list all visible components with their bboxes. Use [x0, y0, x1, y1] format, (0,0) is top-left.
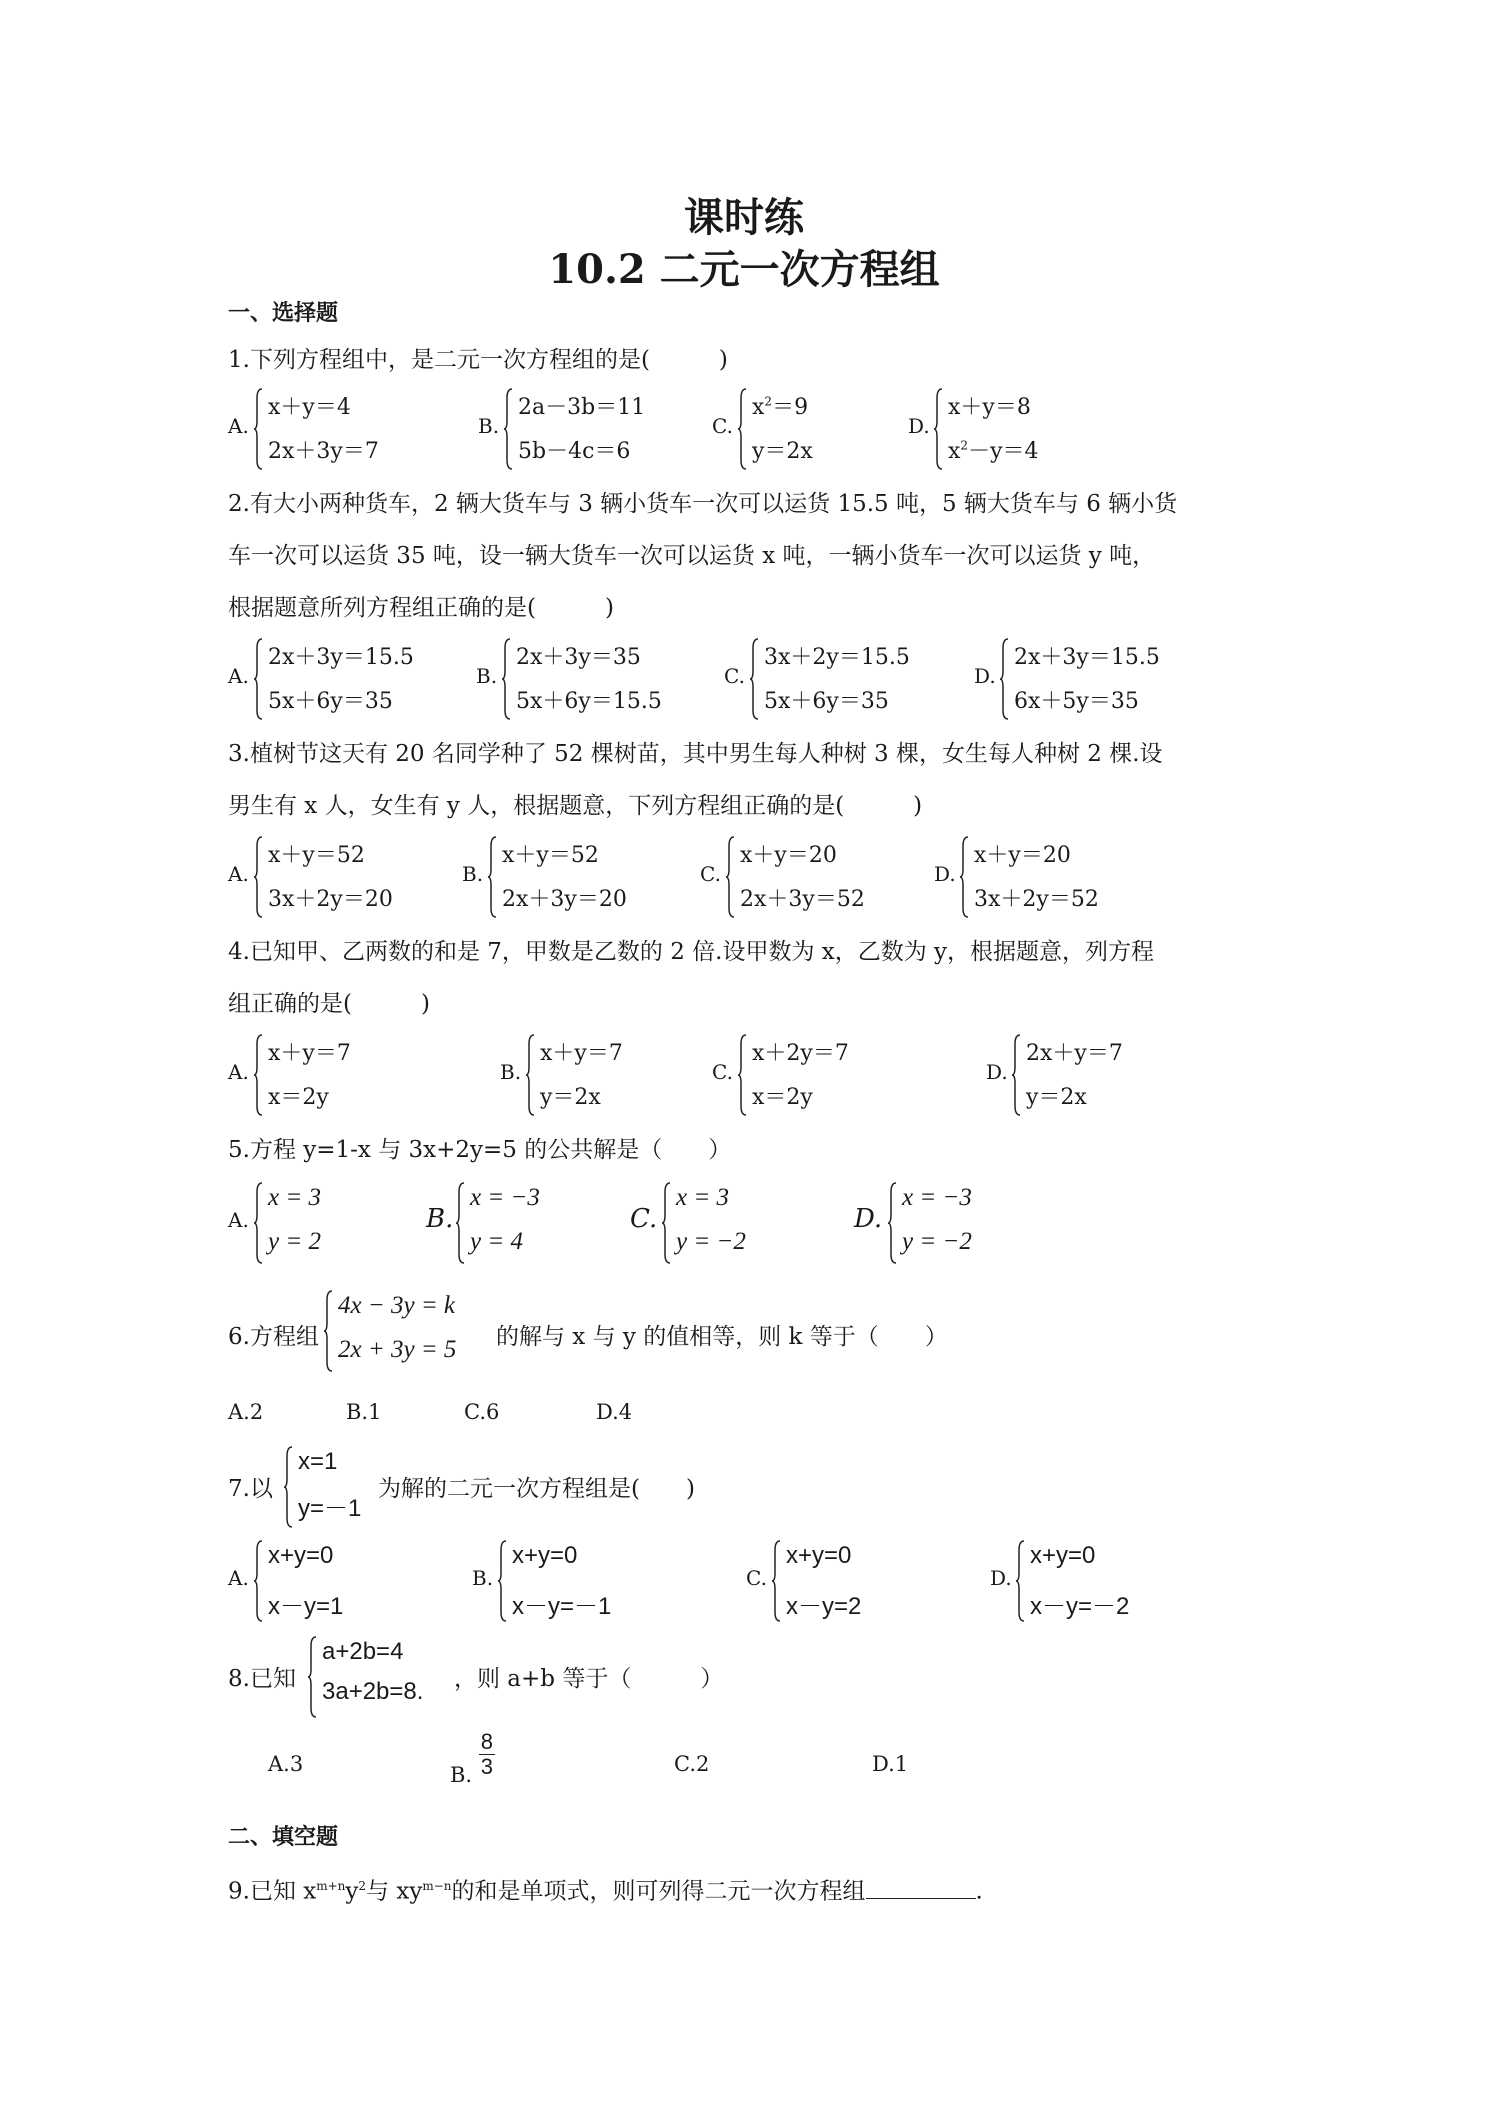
equation-2: 5b－4c＝6 — [518, 439, 631, 464]
option-label: B. — [472, 1566, 494, 1590]
equation-1: x=1 — [298, 1448, 338, 1475]
equation-1: x＋y＝52 — [268, 843, 365, 868]
question-3-options — [0, 834, 1488, 924]
equation-1: 2x＋3y＝35 — [516, 645, 641, 670]
question-7-text: 7.以 x=1 y=－1 为解的二元一次方程组是( ) — [228, 1444, 1268, 1530]
brace-icon — [1000, 638, 1009, 720]
equation-2: x＝2y — [268, 1085, 329, 1110]
brace-icon — [662, 1182, 671, 1264]
brace-icon — [772, 1540, 781, 1622]
equation-2: y = 4 — [470, 1228, 523, 1255]
option-label: C. — [700, 862, 721, 886]
option-label: C. — [630, 1204, 658, 1234]
option-label: A. — [228, 664, 249, 688]
option-label: D. — [990, 1566, 1012, 1590]
equation-2: x－y=－2 — [1030, 1593, 1130, 1620]
question-4-text: 4.已知甲、乙两数的和是 7，甲数是乙数的 2 倍.设甲数为 x，乙数为 y，根据题意，列方程 组正确的是( ) — [228, 939, 1155, 1017]
equation-2: 3x＋2y＝52 — [974, 887, 1099, 912]
question-2-options — [0, 636, 1488, 726]
equation-1: 2a－3b＝11 — [518, 395, 646, 420]
option-label: D. — [854, 1204, 883, 1234]
equation-1: a+2b=4 — [322, 1638, 404, 1665]
equation-2: y＝2x — [752, 439, 813, 464]
equation-2: y = −2 — [902, 1228, 972, 1255]
option-label: C. — [724, 664, 745, 688]
section-choice-heading: 一、选择题 — [228, 300, 339, 326]
question-8-text: 8.已知 a+2b=4 3a+2b=8. ，则 a+b 等于（ ） — [228, 1634, 1268, 1720]
option-label: A. — [228, 1566, 249, 1590]
option-label: B. — [478, 414, 500, 438]
brace-icon — [526, 1034, 535, 1116]
brace-icon — [504, 388, 513, 470]
equation-2: y＝2x — [1026, 1085, 1087, 1110]
equation-2: 5x＋6y＝35 — [268, 689, 393, 714]
equation-2: y=－1 — [298, 1495, 362, 1522]
equation-1: 2x＋y＝7 — [1026, 1041, 1123, 1066]
equation-1: x+y=0 — [786, 1542, 852, 1569]
option-label: B. — [500, 1060, 522, 1084]
fraction: $\frac{8}{3}$ — [480, 1729, 494, 1779]
equation-1: x＋y＝20 — [740, 843, 837, 868]
equation-2: $x^2-y=4$ — [948, 438, 1039, 464]
equation-2: 2x＋3y＝20 — [502, 887, 627, 912]
equation-1: x = 3 — [268, 1184, 321, 1211]
option-a[interactable]: A.2 — [228, 1400, 264, 1424]
equation-2: y = −2 — [676, 1228, 746, 1255]
option-c[interactable]: C.6 — [464, 1400, 500, 1424]
equation-1: x＋y＝52 — [502, 843, 599, 868]
equation-1: x＋y＝7 — [268, 1041, 351, 1066]
brace-icon — [324, 1290, 333, 1372]
brace-icon — [960, 836, 969, 918]
page-subtitle: 10.2 二元一次方程组 — [548, 246, 940, 293]
option-label: A. — [228, 1060, 249, 1084]
question-3-text: 3.植树节这天有 20 名同学种了 52 棵树苗，其中男生每人种树 3 棵，女生每人种树 2 棵.设 男生有 x 人，女生有 y 人，根据题意，下列方程组正确的是( ) — [228, 741, 1163, 819]
option-label: B. — [476, 664, 498, 688]
equation-1: 2x＋3y＝15.5 — [268, 645, 414, 670]
option-label: A. — [228, 862, 249, 886]
equation-2: y＝2x — [540, 1085, 601, 1110]
option-label: A. — [228, 414, 249, 438]
option-c[interactable]: C.2 — [674, 1752, 710, 1776]
equation-1: x＋y＝8 — [948, 395, 1031, 420]
brace-icon — [1012, 1034, 1021, 1116]
brace-icon — [488, 836, 497, 918]
brace-icon — [1016, 1540, 1025, 1622]
question-7-options — [0, 1538, 1488, 1628]
equation-2: x－y=2 — [786, 1593, 862, 1620]
equation-2: 5x＋6y＝15.5 — [516, 689, 662, 714]
question-9-text: 9.已知 $x^{m+n}y^2$与 $xy^{m-n}$的和是单项式，则可列得二元一次方程组 . — [228, 1878, 983, 1905]
equation-1: 2x＋3y＝15.5 — [1014, 645, 1160, 670]
equation-1: x＋2y＝7 — [752, 1041, 849, 1066]
brace-icon — [726, 836, 735, 918]
brace-icon — [254, 388, 263, 470]
answer-blank[interactable] — [866, 1878, 976, 1899]
equation-1: $x^2=9$ — [752, 394, 809, 420]
equation-2: 3x＋2y＝20 — [268, 887, 393, 912]
section-fill-heading: 二、填空题 — [228, 1824, 339, 1850]
brace-icon — [750, 638, 759, 720]
option-a[interactable]: A.3 — [268, 1752, 304, 1776]
option-label: C. — [712, 414, 733, 438]
option-label: B. — [426, 1204, 454, 1234]
brace-icon — [254, 1540, 263, 1622]
question-4-options — [0, 1032, 1488, 1122]
equation-1: x＋y＝7 — [540, 1041, 623, 1066]
equation-1: 3x＋2y＝15.5 — [764, 645, 910, 670]
equation-2: 2x＋3y＝52 — [740, 887, 865, 912]
brace-icon — [254, 638, 263, 720]
equation-2: 5x＋6y＝35 — [764, 689, 889, 714]
brace-icon — [254, 1182, 263, 1264]
equation-2: 3a+2b=8. — [322, 1678, 424, 1705]
question-5-options — [0, 1180, 1488, 1270]
option-label: D. — [974, 664, 996, 688]
question-1-text: 1.下列方程组中，是二元一次方程组的是( ) — [228, 347, 728, 373]
question-8-options — [268, 1730, 1168, 1796]
equation-2: 2x + 3y = 5 — [338, 1336, 457, 1363]
brace-icon — [308, 1636, 317, 1718]
option-d[interactable]: D.1 — [872, 1752, 909, 1776]
brace-icon — [254, 836, 263, 918]
option-b[interactable]: B.1 — [346, 1400, 382, 1424]
option-label: B. — [462, 862, 484, 886]
equation-2: x－y=1 — [268, 1593, 344, 1620]
option-label: C. — [746, 1566, 767, 1590]
brace-icon — [738, 1034, 747, 1116]
brace-icon — [934, 388, 943, 470]
equation-2: x－y=－1 — [512, 1593, 612, 1620]
equation-1: x＋y＝4 — [268, 395, 351, 420]
equation-1: x＋y＝20 — [974, 843, 1071, 868]
equation-1: x = −3 — [470, 1184, 540, 1211]
brace-icon — [498, 1540, 507, 1622]
brace-icon — [502, 638, 511, 720]
page-title: 课时练 — [684, 194, 804, 241]
brace-icon — [284, 1446, 293, 1528]
brace-icon — [254, 1034, 263, 1116]
equation-1: x = 3 — [676, 1184, 729, 1211]
brace-icon — [738, 388, 747, 470]
brace-icon — [888, 1182, 897, 1264]
equation-2: x＝2y — [752, 1085, 813, 1110]
equation-1: x+y=0 — [512, 1542, 578, 1569]
equation-1: 4x − 3y = k — [338, 1292, 456, 1319]
option-label: D. — [934, 862, 956, 886]
question-1-options — [0, 386, 1488, 476]
option-d[interactable]: D.4 — [596, 1400, 633, 1424]
equation-2: y = 2 — [268, 1228, 321, 1255]
option-label: D. — [908, 414, 930, 438]
option-label: C. — [712, 1060, 733, 1084]
equation-2: 6x＋5y＝35 — [1014, 689, 1139, 714]
question-6-text: 6.方程组 4x − 3y = k 2x + 3y = 5 的解与 x 与 y 的值相等，则 k 等于（ ） — [228, 1288, 1268, 1384]
question-2-text: 2.有大小两种货车，2 辆大货车与 3 辆小货车一次可以运货 15.5 吨，5 辆大货车与 6 辆小货 车一次可以运货 35 吨，设一辆大货车一次可以运货 x 吨，一辆小货车一次可以运货 y 吨， 根据题意所列方程组正确的是( ) — [228, 491, 1178, 621]
equation-1: x+y=0 — [1030, 1542, 1096, 1569]
option-label: D. — [986, 1060, 1008, 1084]
option-b[interactable]: B. $\frac{8}{3}$ — [450, 1729, 494, 1787]
brace-icon — [456, 1182, 465, 1264]
equation-2: 2x＋3y＝7 — [268, 439, 379, 464]
equation-1: x = −3 — [902, 1184, 972, 1211]
equation-1: x+y=0 — [268, 1542, 334, 1569]
option-label: A. — [228, 1208, 249, 1232]
question-5-text: 5.方程 y=1-x 与 3x+2y=5 的公共解是（ ） — [228, 1137, 732, 1163]
